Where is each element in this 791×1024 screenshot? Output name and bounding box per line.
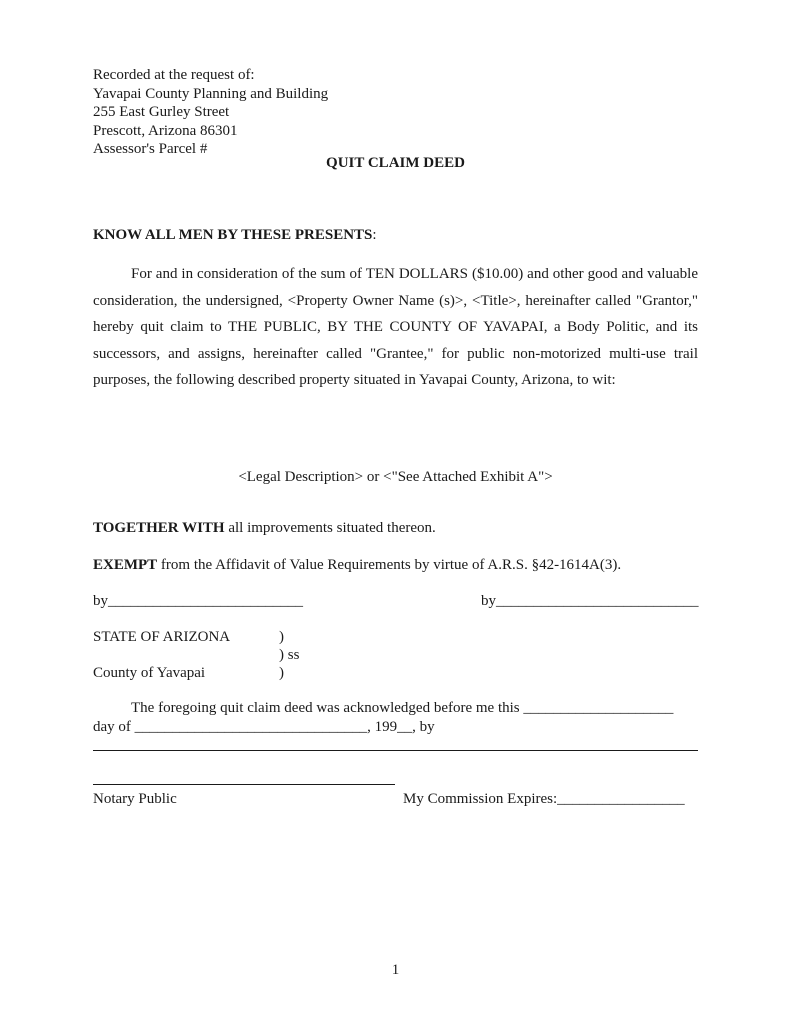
acknowledgment-line-1: The foregoing quit claim deed was acknowledged before me this ____________________ [131,700,674,716]
recording-line: Assessor's Parcel # [93,141,208,157]
venue-county: County of Yavapai [93,665,206,681]
exempt-bold: EXEMPT [93,557,158,573]
notary-public-label: Notary Public [93,791,177,807]
recording-line: Yavapai County Planning and Building [93,85,329,102]
acknowledgment-line-2: day of _______________________________, 199__, by [93,719,435,735]
know-all-bold: KNOW ALL MEN BY THESE PRESENTS [93,227,373,243]
exempt-rest: from the Affidavit of Value Requirements by virtue of A.R.S. §42-1614A(3). [157,557,622,573]
together-rest: all improvements situated thereon. [224,520,436,536]
recording-line: 255 East Gurley Street [93,104,230,120]
recording-line: Prescott, Arizona 86301 [93,122,238,139]
know-all-heading [93,226,377,244]
venue-paren-1: ) [279,629,284,645]
document-title: QUIT CLAIM DEED [326,155,465,171]
venue-ss: ) ss [279,647,300,663]
signature-line-left: by__________________________ [93,593,303,609]
page-number: 1 [391,962,400,978]
consideration-paragraph: For and in consideration of the sum of TEN DOLLARS ($10.00) and other good and valuable consideration, the undersigned, <Property Owner Name (s)>, <Title>, hereinafter called "Grantor," hereby quit claim to THE PUBLIC, BY THE COUNTY OF YAVAPAI, a Body Politic, and its successors, and assigns, hereinafter called "Grantee," for public non-motorized multi-use trail purposes, the following described property situated in Yavapai County, Arizona, to wit: [93,266,698,389]
acknowledgment-rule [93,750,698,751]
recording-line: Recorded at the request of: [93,67,255,83]
venue-state: STATE OF ARIZONA [93,629,231,645]
legal-description: <Legal Description> or <"See Attached Exhibit A"> [238,469,553,485]
exempt-line [93,556,621,574]
together-bold: TOGETHER WITH [93,520,225,536]
recording-block [93,66,328,159]
know-all-colon: : [372,227,377,243]
venue-paren-3: ) [279,665,284,681]
signature-line-right: by___________________________ [481,593,699,609]
together-with-line [93,519,436,537]
notary-signature-rule [93,784,395,785]
commission-expires: My Commission Expires:_________________ [403,791,685,807]
